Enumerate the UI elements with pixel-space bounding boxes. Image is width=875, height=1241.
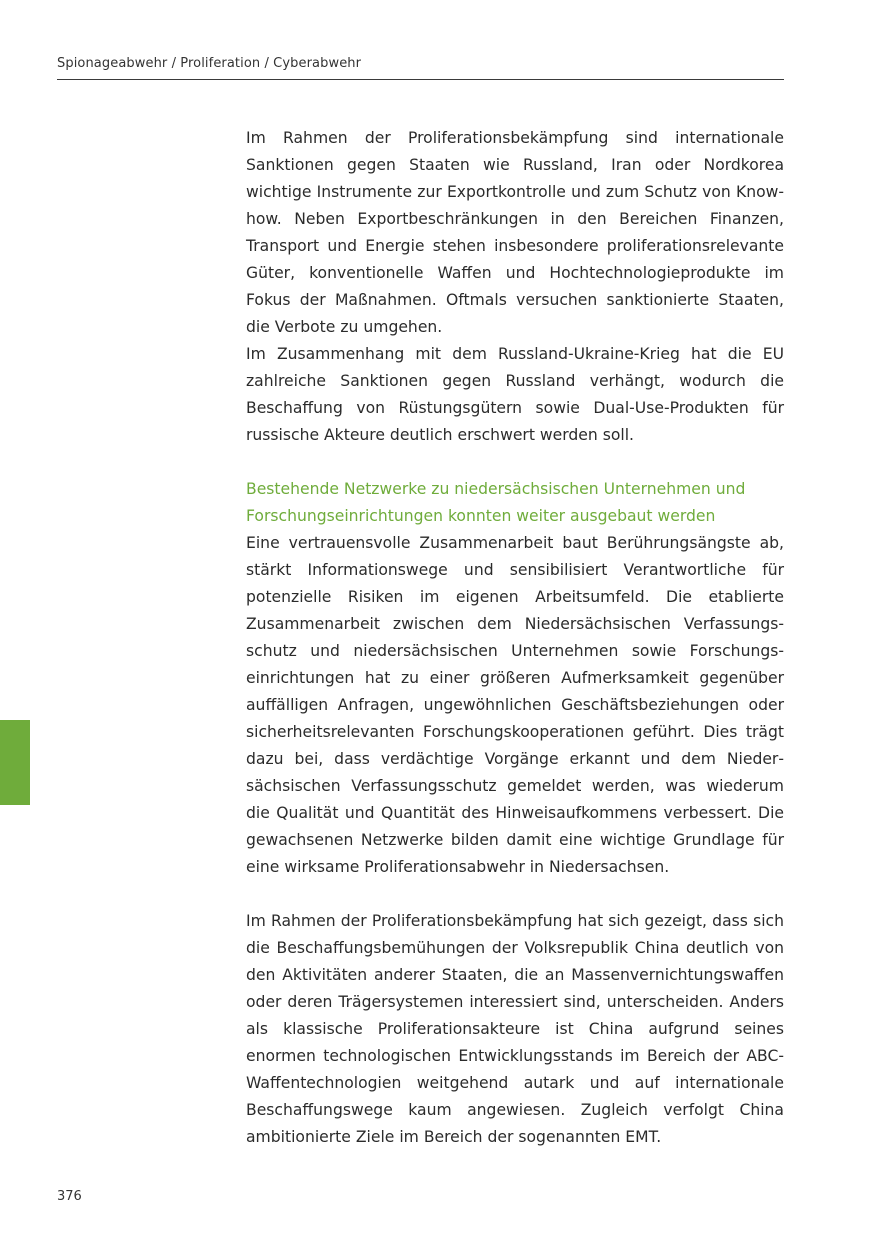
running-header: Spionageabwehr / Proliferation / Cyberabwehr bbox=[57, 56, 362, 71]
paragraph-sanctions: Im Rahmen der Proliferationsbekämpfung sind internationale Sanktionen gegen Staaten wie Russland, Iran oder Nordkorea wichtige Instrumente zur Exportkontrolle und zum Schutz von Know-how. Neben Exportbeschränkungen in den Bereichen Finanzen, Transport und Energie stehen insbesondere proliferationsrelevante Güter, konventionelle Waffen und Hochtechnologieprodukte im Fokus der Maßnahmen. Oftmals versuchen sanktionierte Staaten, die Verbote zu umgehen. bbox=[246, 129, 784, 336]
paragraph-networks: Eine vertrauensvolle Zusammenarbeit baut Berührungsängste ab, stärkt Informationswege und sensibilisiert Verantwortliche für potenzielle Risiken im eigenen Arbeitsumfeld. Die etablierte Zusammenarbeit zwischen dem Niedersächsischen Verfassungsschutz und niedersächsischen Unternehmen sowie Forschungseinrichtungen hat zu einer größeren Aufmerksamkeit gegenüber auffälligen Anfragen, ungewöhnlichen Geschäftsbeziehungen oder sicherheitsrelevanten Forschungskooperationen geführt. Dies trägt dazu bei, dass verdächtige Vorgänge erkannt und dem Niedersächsischen Verfassungsschutz gemeldet werden, was wiederum die Qualität und Quantität des Hinweisaufkommens verbessert. Die gewachsenen Netzwerke bilden damit eine wichtige Grundlage für eine wirksame Proliferationsabwehr in Niedersachsen. bbox=[246, 534, 784, 876]
paragraph-spacer bbox=[246, 881, 784, 908]
paragraph-china: Im Rahmen der Proliferationsbekämpfung hat sich gezeigt, dass sich die Beschaffungsbemühungen der Volksrepublik China deutlich von den Aktivitäten anderer Staaten, die an Massenvernichtungswaffen oder deren Trägersystemen interessiert sind, unterscheiden. Anders als klassische Proliferationsakteure ist China aufgrund seines enormen technologischen Entwicklungsstands im Bereich der ABC-Waffentechnologien weitgehend autark und auf internationale Beschaffungswege kaum angewiesen. Zugleich verfolgt China ambitionierte Ziele im Bereich der sogenannten EMT. bbox=[246, 912, 784, 1146]
chapter-marker-tab bbox=[0, 720, 30, 805]
header-divider bbox=[57, 79, 784, 80]
main-text bbox=[246, 125, 784, 1151]
paragraph-russia-ukraine: Im Zusammenhang mit dem Russland-Ukraine-Krieg hat die EU zahlreiche Sanktionen gegen Russland verhängt, wodurch die Beschaffung von Rüstungsgütern sowie Dual-Use-Produkten für russische Akteure deutlich erschwert werden soll. bbox=[246, 345, 784, 444]
paragraph-spacer bbox=[246, 449, 784, 476]
page-number: 376 bbox=[57, 1189, 82, 1204]
section-subheading: Bestehende Netzwerke zu niedersächsischen Unternehmen und Forschungseinrichtungen konnten weiter ausgebaut werden bbox=[246, 480, 746, 525]
